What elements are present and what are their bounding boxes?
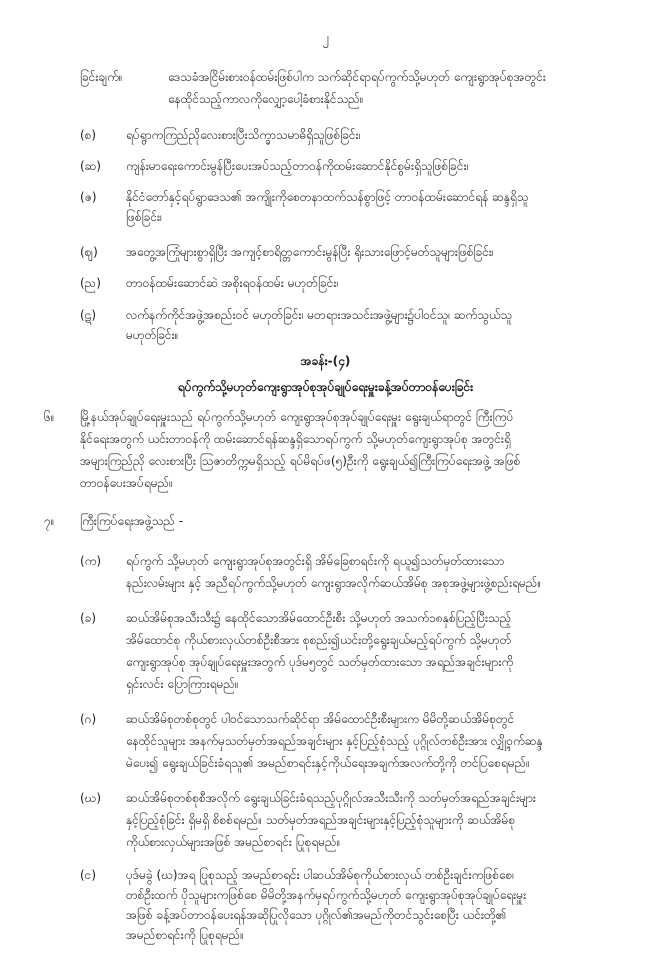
- item-line: အိမ်ထောင်စု ကိုယ်စားလှယ်တစ်ဦးစီအား စုစည်း၍ယင်းတို့ရွေးချယ်မည့်ရပ်ကွက် သို့မဟုတ်: [126, 633, 512, 647]
- item-marker: (ဂ): [80, 712, 97, 726]
- condition-marker: (ည): [80, 276, 101, 290]
- condition-text: ဖြစ်ခြင်း၊: [126, 210, 162, 224]
- item-line: အမည်စာရင်းကို ပြုစုရမည်။: [126, 928, 244, 942]
- item-line: ဆယ်အိမ်စုတစ်စုတွင် ပါဝင်သောသက်ဆိုင်ရာ အိမ်ထောင်ဦးစီးများက မိမိတို့ဆယ်အိမ်စုတွင်: [126, 712, 515, 726]
- item-line: ဆယ်အိမ်စုတစ်စုစီအလိုက် ရွေးချယ်ခြင်းခံရသည့်ပုဂ္ဂိုလ်အသီးသီးကို သတ်မှတ်အရည်အချင်းများ: [126, 791, 536, 805]
- section-line: မြို့နယ်အုပ်ချုပ်ရေးမှူးသည် ရပ်ကွက်သို့မဟုတ် ကျေးရွာအုပ်စုအုပ်ချုပ်ရေးမှူး ရွေးချယ်ရာတွင် ကြီးကြပ်: [80, 410, 514, 424]
- item-line: ပုဒ်မခွဲ (ဃ)အရ ပြုစုသည့် အမည်စာရင်း ပါဆယ်အိမ်စုကိုယ်စားလှယ် တစ်ဦးချင်းကဖြစ်စေ၊: [126, 868, 515, 882]
- condition-marker: (ဆ): [80, 159, 101, 173]
- item-line: နည်းလမ်းများ နှင့် အညီရပ်ကွက်သို့မဟုတ် ကျေးရွာအလိုက်ဆယ်အိမ်စု အစုအဖွဲ့များဖွဲ့စည်းရမည်။: [126, 576, 542, 590]
- item-line: မဲပေး၍ ရွေးချယ်ခြင်းခံရသူ၏ အမည်စာရင်းနှင့်ကိုယ်ရေးအချက်အလက်တို့ကို တင်ပြစေရမည်။: [126, 756, 530, 770]
- condition-text: ကျန်းမာရေးကောင်းမွန်ပြီးပေးအပ်သည့်တာဝန်ကိုထမ်းဆောင်နိုင်စွမ်းရှိသူဖြစ်ခြင်း၊: [126, 159, 469, 173]
- section-line: အများကြည်ညို လေးစားပြီး သြဇာတိက္ကမရှိသည့် ရပ်မိရပ်ဖ(၅)ဦးကို ရွေးချယ်၍ကြီးကြပ်ရေးအဖွဲ့ အဖြစ်: [80, 454, 521, 468]
- item-line: ကိုယ်စားလှယ်များအဖြစ် အမည်စာရင်း ပြုစုရမည်။: [126, 835, 341, 849]
- condition-text: ရပ်ရွာကကြည်ညိုလေးစားပြီးသိက္ခာသမာဓိရှိသူဖြစ်ခြင်း၊: [126, 128, 361, 142]
- item-line: နှင့်ပြည့်စုံခြင်း ရှိမရှိ စိစစ်ရမည်။ သတ်မှတ်အရည်အချင်းများနှင့်ပြည့်စုံသူများကို ဆယ်အိမ်စု: [126, 813, 516, 827]
- item-marker: (က): [80, 554, 102, 568]
- section-line: တာဝန်ပေးအပ်ရမည်။: [80, 476, 173, 490]
- item-line: တစ်ဦးထက် ပိုသူများကဖြစ်စေ မိမိတို့အနက်မှရပ်ကွက်သို့မဟုတ် ကျေးရွာအုပ်စုအုပ်ချုပ်ရေးမှူး: [126, 888, 527, 902]
- exception-line-2: နေထိုင်သည့်ကာလကိုလျှော့ပေါ့ခံစားနိုင်သည်။: [168, 92, 364, 106]
- page-number: ၂: [322, 31, 329, 46]
- chapter-number: အခန်း-(၄): [300, 354, 351, 368]
- section-heading: ကြီးကြပ်ရေးအဖွဲ့သည် -: [80, 514, 184, 528]
- item-line: ဆယ်အိမ်စုအသီးသီး၌ နေထိုင်သောအိမ်ထောင်ဦးစီး သို့မဟုတ် အသက်၁၈နှစ်ပြည့်ပြီးသည့်: [126, 611, 512, 625]
- condition-marker: (ဋ): [80, 308, 97, 322]
- item-marker: (ဃ): [80, 791, 102, 805]
- condition-text: လက်နက်ကိုင်အဖွဲ့အစည်းဝင် မဟုတ်ခြင်း၊ မတရားအသင်းအဖွဲ့များ၌ပါဝင်သူ၊ ဆက်သွယ်သူ: [126, 308, 513, 322]
- condition-text: တာဝန်ထမ်းဆောင်ဆဲ အစိုးရဝန်ထမ်း မဟုတ်ခြင်း၊: [126, 276, 339, 290]
- section-number: ၆။: [44, 410, 55, 424]
- condition-text: နိုင်ငံတော်နှင့်ရပ်ရွာဒေသ၏ အကျိုးကိုစေတနာထက်သန်စွာဖြင့် တာဝန်ထမ်းဆောင်ရန် ဆန္ဒရှိသူ: [126, 190, 529, 204]
- condition-marker: (ဈ): [80, 245, 98, 259]
- item-line: ရှင်းလင်း ပြောကြားရမည်။: [126, 677, 239, 691]
- exception-label: ခြင်းချက်။: [80, 70, 123, 84]
- item-line: ကျေးရွာအုပ်စု အုပ်ချုပ်ရေးမှူးအတွက် ပုဒ်မ၅တွင် သတ်မှတ်ထားသော အရည်အချင်းများကို: [126, 655, 514, 669]
- condition-marker: (စ): [80, 128, 97, 142]
- item-line: နေထိုင်သူများ အနက်မှသတ်မှတ်အရည်အချင်းများ နှင့်ပြည့်စုံသည့် ပုဂ္ဂိုလ်တစ်ဦးအား လျှို့ဝှက်ဆန္ဒ: [126, 734, 543, 748]
- section-number: ၇။: [44, 514, 55, 528]
- condition-text: အတွေ့အကြုံများစွာရှိပြီး အကျင့်စာရိတ္တကောင်းမွန်ပြီး ရိုးသားဖြောင့်မတ်သူများဖြစ်ခြင်း၊: [126, 245, 494, 259]
- item-marker: (င): [80, 868, 97, 882]
- chapter-title: ရပ်ကွက်သို့မဟုတ်ကျေးရွာအုပ်စုအုပ်ချုပ်ရေးမှူးခန့်အပ်တာဝန်ပေးခြင်း: [177, 380, 474, 394]
- exception-line-1: ဒေသခံအငြိမ်းစားဝန်ထမ်းဖြစ်ပါက သက်ဆိုင်ရာရပ်ကွက်သို့မဟုတ် ကျေးရွာအုပ်စုအတွင်း: [168, 70, 546, 84]
- condition-text: မဟုတ်ခြင်း။: [126, 328, 179, 342]
- item-marker: (ခ): [80, 611, 97, 625]
- item-line: ရပ်ကွက် သို့မဟုတ် ကျေးရွာအုပ်စုအတွင်းရှိ အိမ်ခြေစာရင်းကို ရယူ၍သတ်မှတ်ထားသော: [126, 554, 505, 568]
- condition-marker: (ဇ): [80, 190, 97, 204]
- item-line: အဖြစ် ခန့်အပ်တာဝန်ပေးရန်အဆိုပြုလိုသော ပုဂ္ဂိုလ်၏အမည်ကိုတင်သွင်းစေပြီး ယင်းတို့၏: [126, 908, 507, 922]
- section-line: နိုင်ရေးအတွက် ယင်းတာဝန်ကို ထမ်းဆောင်ရန်ဆန္ဒရှိသောရပ်ကွက် သို့မဟုတ်ကျေးရွာအုပ်စု အတွင်းရှိ: [80, 432, 511, 446]
